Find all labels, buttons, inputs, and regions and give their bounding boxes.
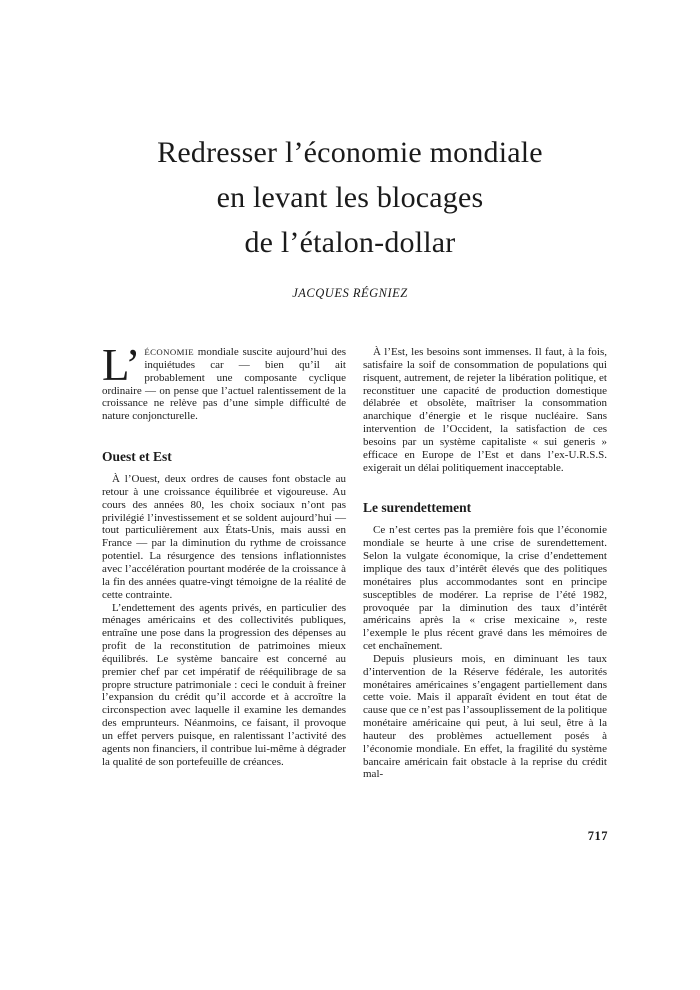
title-line-2: en levant les blocages [216,181,484,214]
section-heading-ouest-et-est: Ouest et Est [102,449,172,465]
paragraph-reserve-federale: Depuis plusieurs mois, en diminuant les taux d’intervention de la Réserve fédérale, les autorités monétaires américaines s’engagent partiellement dans cette voie. Mais il apparaît évident en tout état de cause que ce n’est pas l’assouplissement de la politique monétaire américaine qui peut, à lui seul, être à la hauteur des problèmes actuellement posés à l’économie mondiale. En effet, la fragilité du système bancaire américain fait obstacle à la reprise du crédit mal- [363,652,607,781]
right-column [363,346,607,781]
article-title [0,130,700,265]
author-name: JACQUES RÉGNIEZ [292,286,408,300]
page-number: 717 [587,829,608,843]
paragraph-endettement: L’endettement des agents privés, en particulier des ménages américains et des collectivités publiques, entraîne une pose dans la progression des dépenses au profit de la reconstitution de patrimoines mieux équilibrés. Le système bancaire est concerné au premier chef par cet impératif de rééquilibrage de sa propre structure patrimoniale : ceci le conduit à freiner l’expansion du crédit qu’il accorde et à accroître la circonspection avec laquelle il examine les demandes des emprunteurs. Néanmoins, ce faisant, il provoque un effet pervers puisque, en ralentissant l’activité des agents non financiers, il contribue lui-même à dégrader la qualité de son portefeuille de créances. [102,601,346,768]
paragraph-ouest: À l’Ouest, deux ordres de causes font obstacle au retour à une croissance équilibrée et vigoureuse. Au cours des années 80, les choix sociaux n’ont pas privilégié l’investissement et se soldent aujourd’hui — tout particulièrement aux États-Unis, mais aussi en France — par la diminution du rythme de croissance potentiel. La résurgence des tensions inflationnistes avec l’accélération pourtant modérée de la croissance à la fin des années quatre-vingt témoigne de la réalité de cette contrainte. [102,473,346,601]
left-column [102,340,346,781]
article-body [102,340,608,781]
section-heading-surendettement: Le surendettement [363,500,472,516]
lead-paragraph [102,340,346,423]
title-line-3: de l’étalon-dollar [244,226,456,259]
title-line-1: Redresser l’économie mondiale [157,136,543,169]
dropcap-initial: L’ [102,340,141,390]
lead-paragraph-text: mondiale suscite aujourd’hui des inquiétudes car — bien qu’il ait probablement une composante cyclique ordinaire — on pense que l’actuel ralentissement de la croissance ne relève pas d’une simple difficulté de nature conjoncturelle. [102,346,346,423]
paragraph-est: À l’Est, les besoins sont immenses. Il faut, à la fois, satisfaire la soif de consommation de populations qui risquent, autrement, de rejeter la libération politique, et reconstituer une capacité de production domestique délabrée et obsolète, maîtriser la consommation anarchique d’énergie et le risque nucléaire. Sans intervention de l’Occident, la satisfaction de ces besoins par un système capitaliste « sui generis » efficace en Europe de l’Est et dans l’ex-U.R.S.S. exigerait un délai politiquement inacceptable. [363,346,607,474]
lead-smallcaps-word: ÉCONOMIE [144,347,194,357]
paragraph-crise: Ce n’est certes pas la première fois que l’économie mondiale se heurte à une crise de surendettement. Selon la vulgate économique, la crise d’endettement implique des taux d’intérêt élevés que des politiques monétaires plus accommodantes sont en principe susceptibles de modérer. La reprise de l’été 1982, provoquée par la diminution des taux d’intérêt américains après la « crise mexicaine », reste l’exemple le plus récent gravé dans les mémoires de cet enchaînement. [363,524,607,653]
